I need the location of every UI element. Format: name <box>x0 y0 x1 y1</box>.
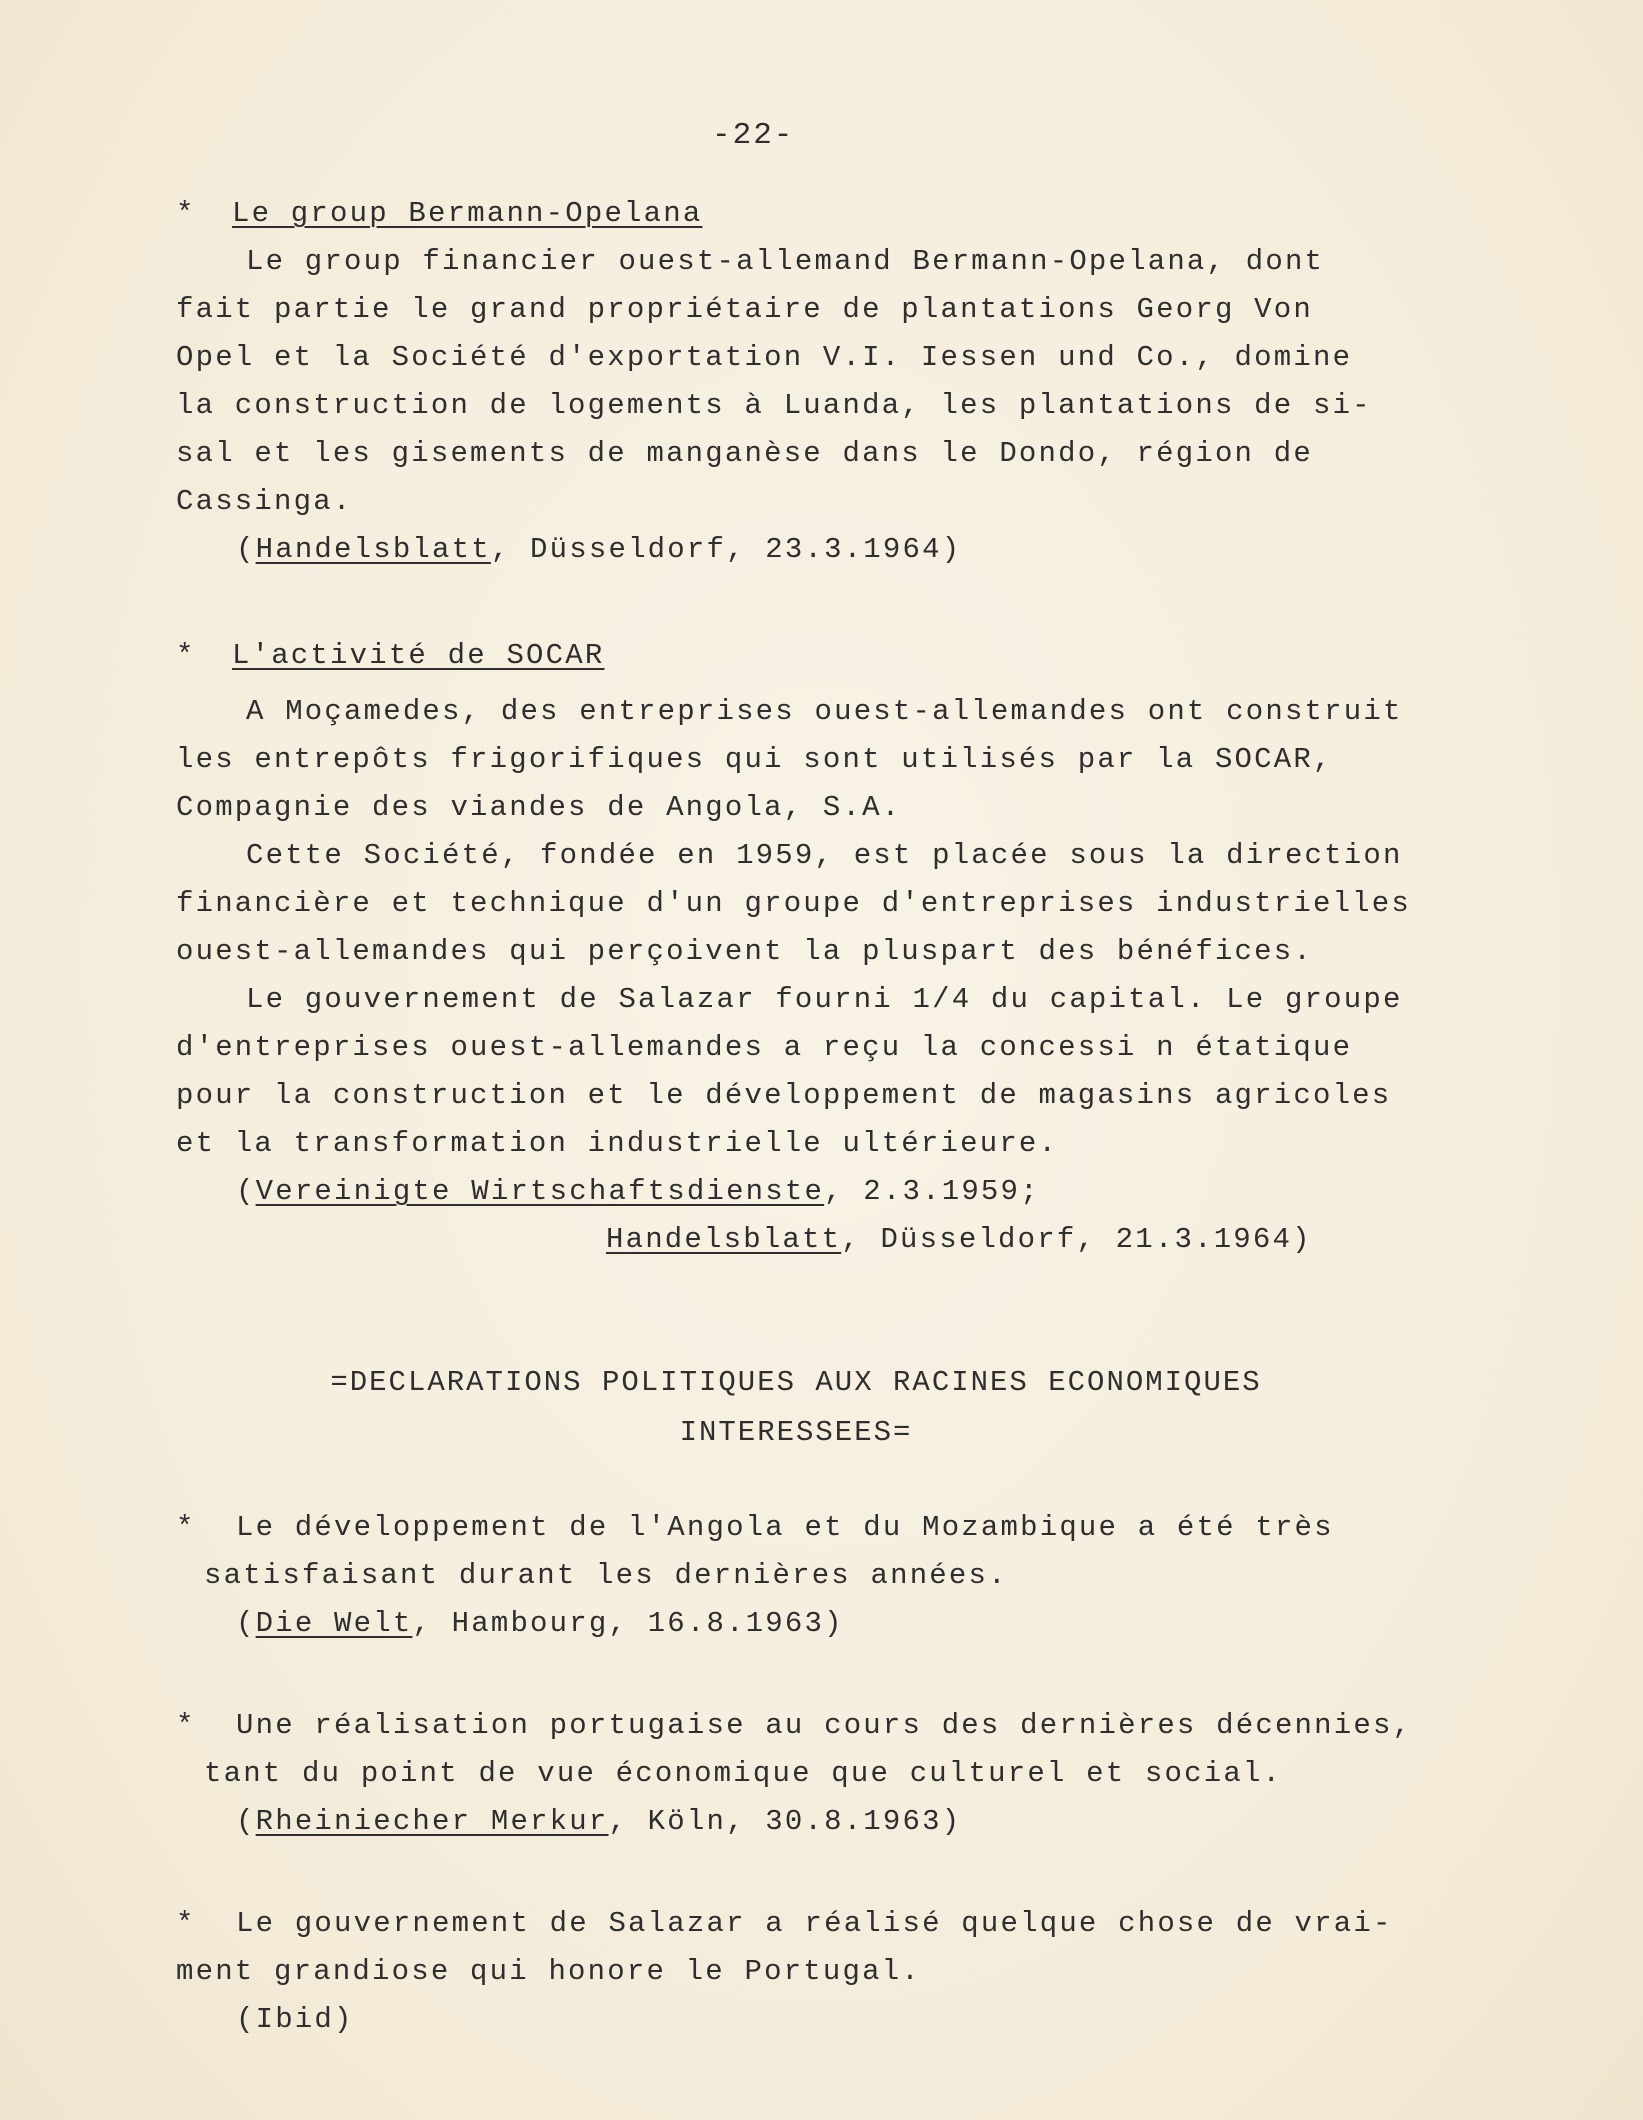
paragraph-line: Le group financier ouest-allemand Bermann-Opelana, dont <box>246 245 1325 278</box>
source-citation: (Handelsblatt, Düsseldorf, 23.3.1964) <box>236 533 962 566</box>
section-bermann-opelana <box>176 190 1416 574</box>
bullet-star: * <box>176 639 196 672</box>
quote-item <box>176 1504 1416 1648</box>
source-details: , Köln, 30.8.1963) <box>608 1805 962 1838</box>
paragraph-line: Le gouvernement de Salazar fourni 1/4 du capital. Le groupe <box>246 983 1403 1016</box>
bullet-star: * <box>176 197 196 230</box>
quote-item <box>176 1900 1416 2044</box>
bullet-star: * <box>176 1709 196 1742</box>
bullet-star: * <box>176 1907 196 1940</box>
paragraph-line <box>176 1702 1416 1750</box>
paragraph-line: ouest-allemandes qui perçoivent la pluspart des bénéfices. <box>176 935 1313 968</box>
paragraph-line <box>176 1900 1416 1948</box>
paragraph-line: financière et technique d'un groupe d'entreprises industrielles <box>176 887 1411 920</box>
paragraph-line: la construction de logements à Luanda, les plantations de si- <box>176 389 1372 422</box>
source-citation <box>176 1216 1416 1264</box>
heading-line: INTERESSEES= <box>679 1416 913 1449</box>
quote-text: Le gouvernement de Salazar a réalisé quelque chose de vrai- <box>236 1907 1393 1940</box>
section-heading <box>176 632 1416 680</box>
paragraph-line: Cette Société, fondée en 1959, est placée sous la direction <box>246 839 1403 872</box>
paragraph-line: Opel et la Société d'exportation V.I. Iessen und Co., domine <box>176 341 1353 374</box>
bullet-star: * <box>176 1511 196 1544</box>
paragraph-line: Compagnie des viandes de Angola, S.A. <box>176 791 902 824</box>
section-title: L'activité de SOCAR <box>232 639 605 672</box>
paragraph-line <box>176 1504 1416 1552</box>
paragraph-line: tant du point de vue économique que culturel et social. <box>204 1757 1283 1790</box>
section-title: Le group Bermann-Opelana <box>232 197 703 230</box>
source-citation: (Die Welt, Hambourg, 16.8.1963) <box>236 1607 844 1640</box>
paragraph-line: sal et les gisements de manganèse dans le Dondo, région de <box>176 437 1313 470</box>
page-number: -22- <box>712 118 795 153</box>
paragraph-line: ment grandiose qui honore le Portugal. <box>176 1955 921 1988</box>
quote-item <box>176 1702 1416 1846</box>
source-details: , Hambourg, 16.8.1963) <box>412 1607 844 1640</box>
paragraph-line: Cassinga. <box>176 485 353 518</box>
heading-line: =DECLARATIONS POLITIQUES AUX RACINES ECONOMIQUES <box>330 1366 1262 1399</box>
source-name: Rheiniecher Merkur <box>255 1805 609 1838</box>
declarations-heading <box>176 1358 1416 1458</box>
source-details: , 2.3.1959; <box>824 1175 1040 1208</box>
source-citation: (Rheiniecher Merkur, Köln, 30.8.1963) <box>236 1805 962 1838</box>
quote-text: Une réalisation portugaise au cours des dernières décennies, <box>236 1709 1413 1742</box>
source-name: Vereinigte Wirtschaftsdienste <box>255 1175 825 1208</box>
quote-text: Le développement de l'Angola et du Mozambique a été très <box>236 1511 1334 1544</box>
section-socar <box>176 632 1416 1264</box>
source-name: Die Welt <box>255 1607 413 1640</box>
paragraph-line: et la transformation industrielle ultérieure. <box>176 1127 1059 1160</box>
paragraph-line: fait partie le grand propriétaire de plantations Georg Von <box>176 293 1313 326</box>
source-name: Handelsblatt <box>606 1223 842 1256</box>
source-citation: (Ibid) <box>236 2003 354 2036</box>
source-details: , Düsseldorf, 21.3.1964) <box>841 1223 1312 1256</box>
source-name: Handelsblatt <box>255 533 491 566</box>
section-heading <box>176 190 1416 238</box>
paragraph-line: A Moçamedes, des entreprises ouest-allemandes ont construit <box>246 695 1403 728</box>
paragraph-line: les entrepôts frigorifiques qui sont utilisés par la SOCAR, <box>176 743 1333 776</box>
paragraph-line: satisfaisant durant les dernières années. <box>204 1559 1008 1592</box>
paragraph-line: pour la construction et le développement de magasins agricoles <box>176 1079 1392 1112</box>
source-citation: (Vereinigte Wirtschaftsdienste, 2.3.1959; <box>236 1175 1040 1208</box>
paragraph-line: d'entreprises ouest-allemandes a reçu la concessi n étatique <box>176 1031 1353 1064</box>
source-details: , Düsseldorf, 23.3.1964) <box>490 533 962 566</box>
